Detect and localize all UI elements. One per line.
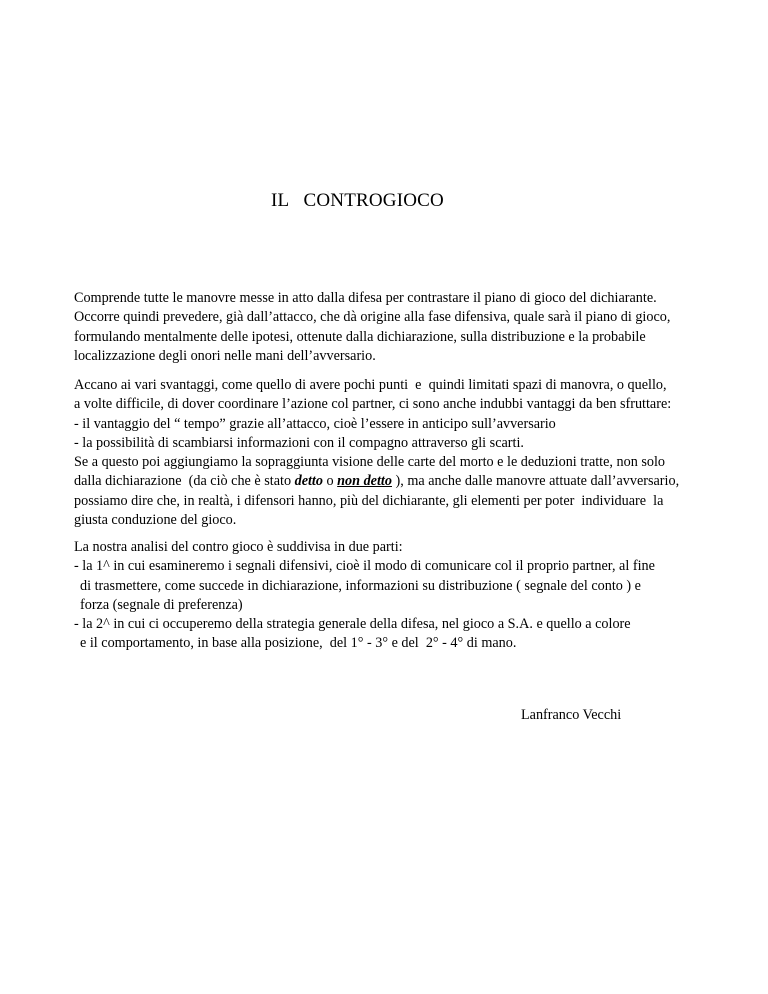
text-line: - la 1^ in cui esamineremo i segnali difensivi, cioè il modo di comunicare col il proprio partner, al fine [74, 558, 655, 575]
paragraph-intro [74, 289, 764, 366]
text-line: a volte difficile, di dover coordinare l’azione col partner, ci sono anche indubbi vantaggi da ben sfruttare: [74, 396, 672, 413]
text-line: Comprende tutte le manovre messe in atto dalla difesa per contrastare il piano di gioco del dichiarante. [74, 290, 657, 306]
text-segment: dalla dichiarazione (da ciò che è stato [74, 473, 295, 490]
text-line: localizzazione degli onori nelle mani dell’avversario. [74, 347, 376, 364]
text-line: formulando mentalmente delle ipotesi, ottenute dalla dichiarazione, sulla distribuzione e la probabile [74, 328, 646, 345]
text-segment: o [322, 473, 338, 490]
author-signature: Lanfranco Vecchi [521, 707, 622, 723]
text-line: di trasmettere, come succede in dichiarazione, informazioni su distribuzione ( segnale del conto ) e [80, 577, 641, 594]
text-line: - la possibilità di scambiarsi informazioni con il compagno attraverso gli scarti. [74, 434, 524, 451]
text-line: forza (segnale di preferenza) [80, 596, 243, 613]
text-line: e il comportamento, in base alla posizione, del 1° - 3° e del 2° - 4° di mano. [80, 635, 517, 652]
paragraph-analysis-parts [74, 538, 764, 654]
text-line: possiamo dire che, in realtà, i difensori hanno, più del dichiarante, gli elementi per poter individuare la [74, 492, 664, 509]
document-title: IL CONTROGIOCO [271, 190, 444, 211]
text-segment: ), ma anche dalle manovre attuate dall’avversario, [391, 473, 680, 490]
emphasis-detto: detto [294, 473, 323, 490]
text-line: La nostra analisi del contro gioco è suddivisa in due parti: [74, 539, 403, 555]
text-line: giusta conduzione del gioco. [74, 512, 237, 529]
paragraph-advantages [74, 376, 764, 530]
text-line: - il vantaggio del “ tempo” grazie all’attacco, cioè l’essere in anticipo sull’avversario [74, 415, 556, 432]
text-line: Se a questo poi aggiungiamo la sopraggiunta visione delle carte del morto e le deduzioni tratte, non solo [74, 454, 665, 471]
text-line: Occorre quindi prevedere, già dall’attacco, che dà origine alla fase difensiva, quale sarà il piano di gioco, [74, 309, 671, 326]
text-line: Accano ai vari svantaggi, come quello di avere pochi punti e quindi limitati spazi di manovra, o quello, [74, 377, 667, 393]
text-line-emphasis [74, 472, 764, 491]
emphasis-non-detto: non detto [337, 473, 392, 490]
text-line: - la 2^ in cui ci occuperemo della strategia generale della difesa, nel gioco a S.A. e quello a colore [74, 616, 631, 633]
